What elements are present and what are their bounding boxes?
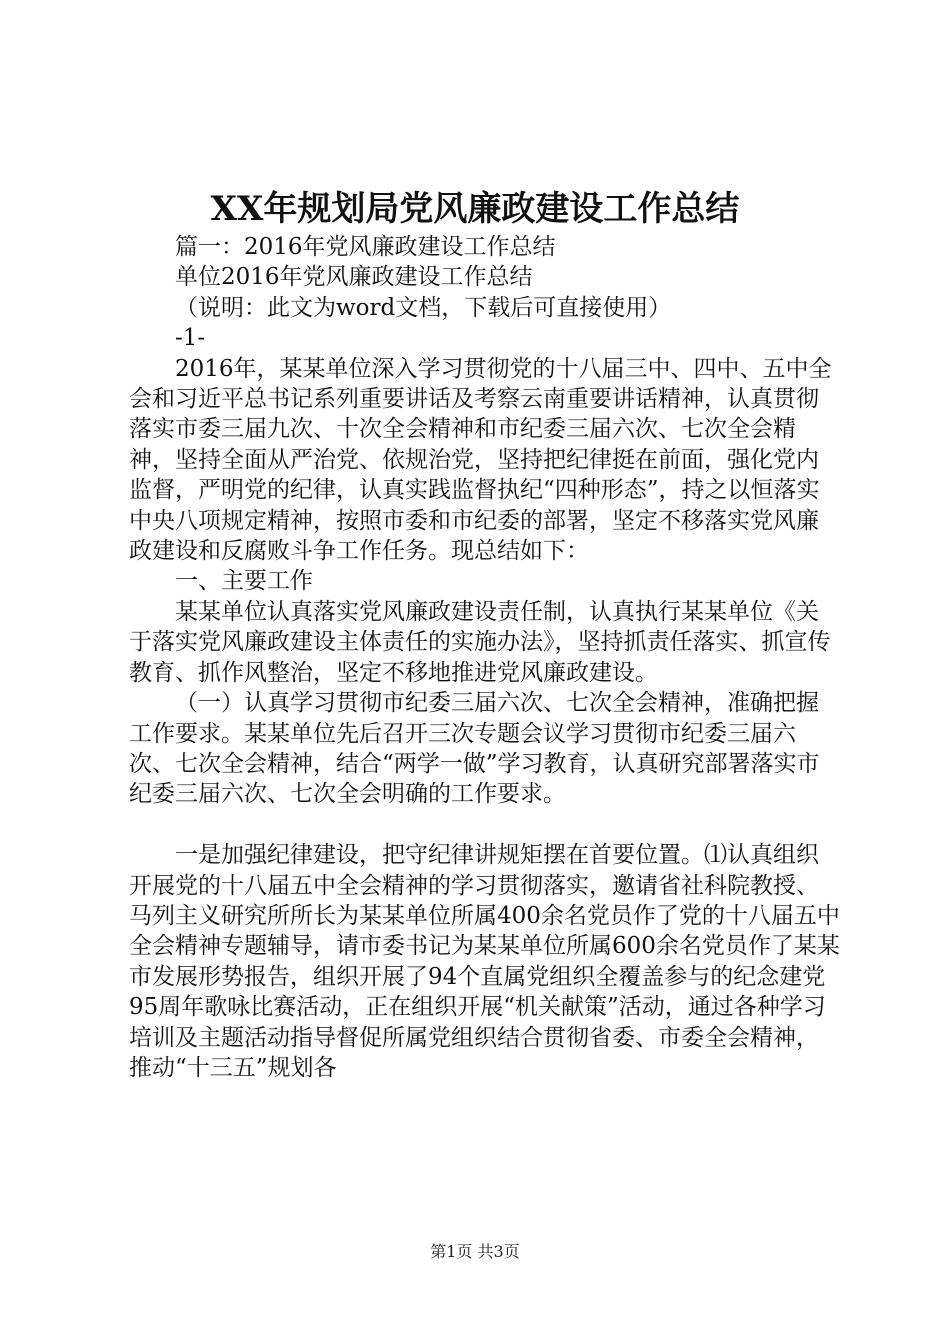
paragraph-gap [129, 810, 841, 840]
heading-main-work: 一、主要工作 [175, 568, 313, 595]
page-marker-line: -1- [175, 325, 206, 352]
paragraph-responsibility: 某某单位认真落实党风廉政建设责任制，认真执行某某单位《关于落实党风廉政建设主体责任的实施办法》，坚持抓责任落实、抓宣传教育、抓作风整治，坚定不移地推进党风廉政建设。 [129, 598, 831, 686]
document-body [129, 232, 841, 1083]
paragraph-discipline: 一是加强纪律建设，把守纪律讲规矩摆在首要位置。⑴认真组织开展党的十八届五中全会精神的学习贯彻落实，邀请省社科院教授、马列主义研究所所长为某某单位所属400余名党员作了党的十八届五中全会精神专题辅导，请市委书记为某某单位所属600余名党员作了某某市发展形势报告，组织开展了94个直属党组织全覆盖参与的纪念建党95周年歌咏比赛活动，正在组织开展“机关献策”活动，通过各种学习培训及主题活动指导督促所属党组织结合贯彻省委、市委全会精神，推动“十三五”规划各 [129, 842, 840, 1081]
page-footer: 第1页 共3页 [430, 1242, 520, 1261]
note-line: （说明：此文为word文档，下载后可直接使用） [175, 294, 672, 321]
paragraph-intro: 2016年，某某单位深入学习贯彻党的十八届三中、四中、五中全会和习近平总书记系列重要讲话及考察云南重要讲话精神，认真贯彻落实市委三届九次、十次全会精神和市纪委三届六次、七次全会精神，坚持全面从严治党、依规治党，坚持把纪律挺在前面，强化党内监督，严明党的纪律，认真实践监督执纪“四种形态”，持之以恒落实中央八项规定精神，按照市委和市纪委的部署，坚定不移落实党风廉政建设和反腐败斗争工作任务。现总结如下： [129, 355, 832, 565]
subtitle-line: 单位2016年党风廉政建设工作总结 [175, 264, 533, 291]
section-heading-line: 篇一：2016年党风廉政建设工作总结 [175, 234, 556, 260]
document-title: XX年规划局党风廉政建设工作总结 [210, 189, 740, 229]
paragraph-study: （一）认真学习贯彻市纪委三届六次、七次全会精神，准确把握工作要求。某某单位先后召开三次专题会议学习贯彻市纪委三届六次、七次全会精神，结合“两学一做”学习教育，认真研究部署落实市纪委三届六次、七次全会明确的工作要求。 [129, 690, 820, 808]
